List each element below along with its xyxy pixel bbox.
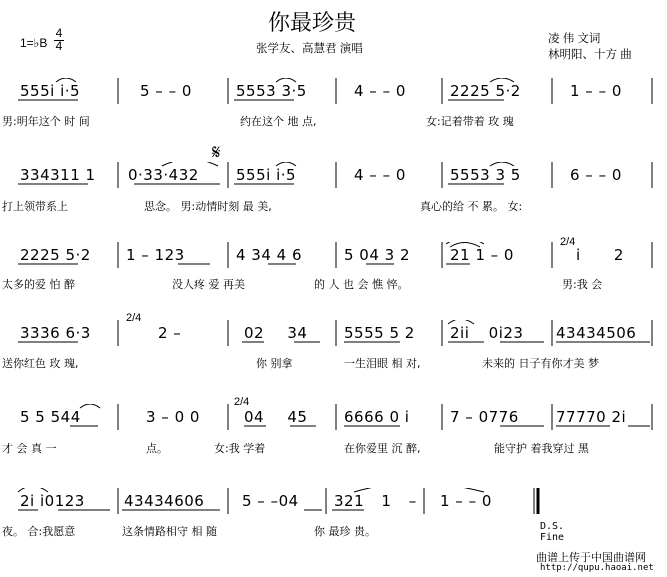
measure: 3336 6·3 (20, 324, 91, 342)
staff-line-2 (14, 162, 654, 192)
lyrics-line-2 (2, 198, 654, 214)
measure: 7 – 0776 (450, 408, 519, 426)
meter-change: 2/4 (560, 236, 576, 248)
lyric: 未来的 日子有你才美 梦 (482, 357, 599, 370)
lyrics-line-4 (2, 355, 654, 371)
lyrics-line-5 (2, 440, 654, 456)
performers: 张学友、高慧君 演唱 (256, 43, 363, 55)
measure: 1 – 123 (126, 246, 185, 264)
measure: 2 – (158, 324, 182, 342)
measure: 4 – – 0 (354, 82, 406, 100)
lyric: 女:记着带着 玫 瑰 (426, 115, 514, 128)
lyric: 送你红色 玫 瑰, (2, 357, 79, 370)
lyrics-line-1 (2, 113, 654, 129)
measure: 02 34 (244, 324, 308, 342)
lyric: 点。 (146, 442, 168, 455)
lyric: 男:明年这个 时 间 (2, 115, 90, 128)
measure: 6 – – 0 (570, 166, 622, 184)
lyric: 女:我 学着 (214, 442, 266, 455)
measure: 5 – – 0 (140, 82, 192, 100)
meter-change: 2/4 (234, 396, 250, 408)
lyric: 能守护 着我穿过 黑 (494, 442, 589, 455)
footer-url: http://qupu.haoai.net (540, 563, 654, 573)
lyrics-line-3 (2, 276, 654, 292)
lyric: 约在这个 地 点, (240, 115, 317, 128)
ds-fine-marking: D.S. Fine (540, 521, 565, 543)
measure: 555i i·5 (20, 82, 81, 100)
measure: 5555 5 2 (344, 324, 415, 342)
measure: 43434506 (556, 324, 637, 342)
measure: 4 – – 0 (354, 166, 406, 184)
lyric: 才 会 真 一 (2, 442, 57, 455)
song-title: 你最珍贵 (268, 11, 357, 36)
measure: 5553 3 5 (450, 166, 521, 184)
meter-change: 2/4 (126, 312, 142, 324)
lyric: 这条情路相守 相 随 (122, 525, 217, 538)
measure: 5 04 3 2 (344, 246, 411, 264)
measure: 5 – –04 (242, 492, 299, 510)
staff-line-6 (14, 488, 654, 518)
lyric: 打上领带系上 (2, 200, 68, 213)
measure: 21 1 – 0 (450, 246, 514, 264)
measure: 5 5 544 (20, 408, 81, 426)
measure: i 2 (576, 246, 624, 264)
lyric: 夜。 合:我愿意 (2, 525, 76, 538)
measure: 3 – 0 0 (146, 408, 200, 426)
measure: 1 – – 0 (570, 82, 622, 100)
measure: 334311 1 (20, 166, 96, 184)
measure: 321 1 – (334, 492, 417, 510)
time-signature-top: 4 (55, 26, 63, 40)
composer-credit: 林明阳、十方 曲 (548, 49, 632, 61)
lyric: 没人疼 爱 再美 (172, 278, 245, 291)
staff-line-3 (14, 242, 654, 272)
staff-line-4 (14, 320, 654, 350)
measure: 1 – – 0 (440, 492, 492, 510)
staff-line-5 (14, 404, 654, 434)
measure: 0·33·432 (128, 166, 199, 184)
lyric: 思念。 男:动情时刻 最 美, (144, 200, 272, 213)
measure: 2ii 0i23 (450, 324, 524, 342)
time-signature (54, 28, 64, 52)
measure: 4 34 4 6 (236, 246, 303, 264)
time-signature-bottom: 4 (55, 39, 63, 53)
lyric: 男:我 会 (562, 278, 603, 291)
lyric: 一生泪眼 相 对, (344, 357, 421, 370)
lyric: 你 别拿 (256, 357, 293, 370)
measure: 6666 0 i (344, 408, 410, 426)
measure: 2225 5·2 (450, 82, 521, 100)
lyric: 的 人 也 会 憔 悴。 (314, 278, 409, 291)
measure: 555i i·5 (236, 166, 297, 184)
measure: 77770 2i (556, 408, 627, 426)
key-signature: 1=♭B (20, 36, 48, 50)
measure: 2225 5·2 (20, 246, 91, 264)
lyricist-credit: 凌 伟 文词 (548, 33, 601, 45)
lyric: 真心的给 不 累。 女: (420, 200, 523, 213)
segno-sign: 𝄋 (212, 140, 221, 164)
lyric: 你 最珍 贵。 (314, 525, 376, 538)
lyric: 在你爱里 沉 醉, (344, 442, 421, 455)
measure: 04 45 (244, 408, 308, 426)
footer-watermark: 曲谱上传于中国曲谱网 (536, 551, 646, 564)
lyric: 太多的爱 怕 醉 (2, 278, 75, 291)
measure: 43434606 (124, 492, 205, 510)
measure: 2i i0123 (20, 492, 85, 510)
measure: 5553 3·5 (236, 82, 307, 100)
staff-line-1 (14, 78, 654, 108)
